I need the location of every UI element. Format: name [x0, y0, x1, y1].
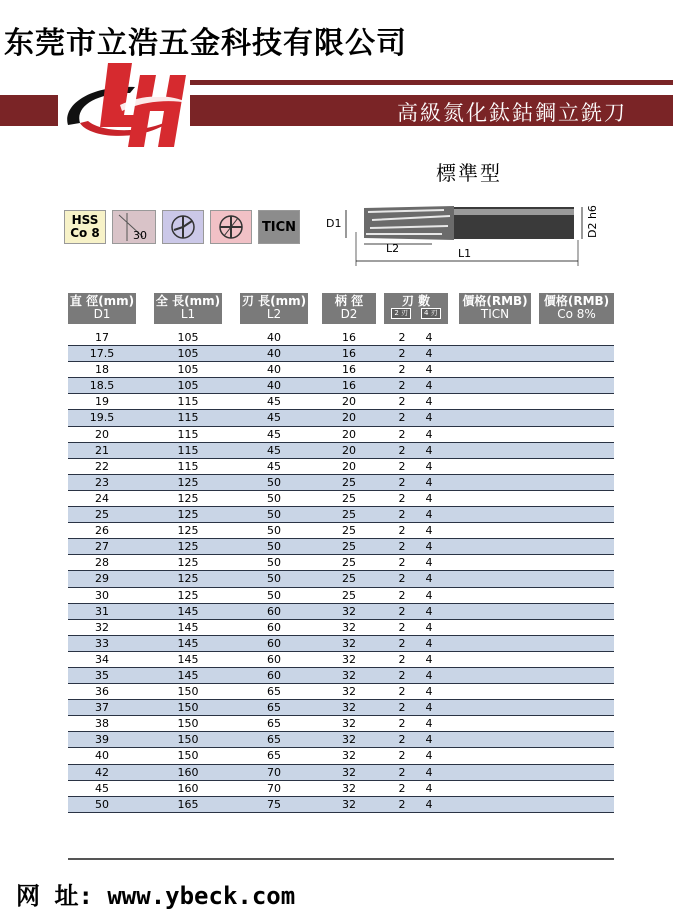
table-row	[68, 330, 614, 346]
table-cell: 4	[425, 685, 433, 699]
table-cell: 2	[398, 347, 406, 361]
table-row	[68, 507, 614, 523]
table-cell: 4	[425, 733, 433, 747]
table-cell: 115	[177, 443, 199, 457]
table-cell: 4	[425, 604, 433, 618]
table-cell: 42	[95, 765, 109, 779]
table-cell: 4	[425, 331, 433, 344]
table-cell: 4	[425, 475, 433, 489]
table-cell: 39	[95, 733, 109, 747]
top-band-left	[0, 95, 58, 126]
table-cell: 25	[342, 588, 356, 602]
end-mill-drawing	[324, 192, 614, 272]
table-cell: 50	[267, 588, 281, 602]
table-cell: 50	[267, 556, 281, 570]
table-cell: 33	[95, 636, 109, 650]
table-cell: 2	[398, 395, 406, 409]
table-cell: 25	[95, 508, 109, 522]
table-cell: 4	[425, 395, 433, 409]
table-cell: 25	[342, 572, 356, 586]
table-cell: 2	[398, 620, 406, 634]
table-cell: 25	[342, 475, 356, 489]
table-cell: 2	[398, 604, 406, 618]
header-cut-length: 刃 長(mm) L2	[240, 293, 308, 324]
table-cell: 50	[267, 540, 281, 554]
table-cell: 60	[267, 604, 281, 618]
table-cell: 125	[177, 556, 199, 570]
table-cell: 45	[95, 781, 109, 795]
table-cell: 32	[342, 781, 356, 795]
table-cell: 75	[267, 797, 281, 811]
table-cell: 105	[177, 363, 199, 377]
table-cell: 20	[342, 395, 356, 409]
table-cell: 2	[398, 363, 406, 377]
table-cell: 45	[267, 459, 281, 473]
table-cell: 4	[425, 491, 433, 505]
table-cell: 27	[95, 540, 109, 554]
table-cell: 50	[267, 524, 281, 538]
table-cell: 32	[342, 668, 356, 682]
material-co: Co 8	[70, 226, 100, 240]
page-subtitle: 標準型	[436, 161, 502, 185]
table-cell: 21	[95, 443, 109, 457]
table-cell: 4	[425, 797, 433, 811]
material-hss: HSS	[71, 213, 99, 227]
table-cell: 20	[342, 427, 356, 441]
table-row	[68, 748, 614, 764]
table-cell: 32	[342, 652, 356, 666]
table-row	[68, 394, 614, 410]
spec-badges	[64, 210, 300, 244]
table-cell: 4	[425, 540, 433, 554]
table-cell: 50	[267, 572, 281, 586]
table-cell: 2	[398, 765, 406, 779]
table-cell: 65	[267, 733, 281, 747]
table-cell: 32	[342, 765, 356, 779]
table-cell: 40	[95, 749, 109, 763]
table-cell: 125	[177, 491, 199, 505]
table-row	[68, 410, 614, 426]
table-cell: 4	[425, 427, 433, 441]
table-cell: 2	[398, 556, 406, 570]
table-cell: 50	[267, 508, 281, 522]
table-cell: 18.5	[89, 379, 115, 393]
table-cell: 20	[95, 427, 109, 441]
table-cell: 22	[95, 459, 109, 473]
table-cell: 60	[267, 668, 281, 682]
table-row	[68, 443, 614, 459]
table-cell: 16	[342, 363, 356, 377]
table-cell: 105	[177, 347, 199, 361]
table-cell: 19	[95, 395, 109, 409]
table-cell: 50	[95, 797, 109, 811]
table-cell: 17.5	[89, 347, 115, 361]
table-cell: 160	[177, 781, 199, 795]
header-diameter: 直 徑(mm) D1	[68, 293, 136, 324]
table-cell: 32	[342, 701, 356, 715]
table-cell: 4	[425, 508, 433, 522]
table-row	[68, 588, 614, 604]
table-row	[68, 362, 614, 378]
table-row	[68, 668, 614, 684]
table-cell: 32	[342, 604, 356, 618]
table-cell: 145	[177, 604, 199, 618]
table-row	[68, 427, 614, 443]
dim-d2: D2 h6	[586, 205, 599, 238]
table-cell: 2	[398, 331, 406, 344]
table-cell: 2	[398, 781, 406, 795]
table-cell: 20	[342, 459, 356, 473]
table-row	[68, 797, 614, 813]
table-cell: 17	[95, 331, 109, 344]
table-cell: 2	[398, 508, 406, 522]
table-row	[68, 684, 614, 700]
table-cell: 30	[95, 588, 109, 602]
table-cell: 150	[177, 685, 199, 699]
dim-l2: L2	[386, 242, 400, 255]
table-cell: 4	[425, 588, 433, 602]
table-row	[68, 604, 614, 620]
website-url: 网 址: www.ybeck.com	[16, 882, 296, 910]
table-cell: 32	[342, 733, 356, 747]
table-cell: 24	[95, 491, 109, 505]
table-row	[68, 491, 614, 507]
table-cell: 2	[398, 797, 406, 811]
table-cell: 2	[398, 749, 406, 763]
table-cell: 36	[95, 685, 109, 699]
table-cell: 40	[267, 379, 281, 393]
table-row	[68, 346, 614, 362]
table-cell: 65	[267, 717, 281, 731]
table-cell: 115	[177, 459, 199, 473]
table-cell: 145	[177, 668, 199, 682]
table-cell: 60	[267, 620, 281, 634]
table-row	[68, 716, 614, 732]
table-cell: 4	[425, 749, 433, 763]
four-flute-icon	[210, 210, 252, 244]
header-shank: 柄 徑 D2	[322, 293, 376, 324]
table-cell: 45	[267, 427, 281, 441]
table-cell: 165	[177, 797, 199, 811]
table-cell: 2	[398, 427, 406, 441]
table-cell: 32	[342, 749, 356, 763]
table-cell: 37	[95, 701, 109, 715]
table-cell: 4	[425, 781, 433, 795]
table-cell: 45	[267, 443, 281, 457]
footer-divider	[68, 858, 614, 860]
table-row	[68, 459, 614, 475]
table-cell: 2	[398, 491, 406, 505]
table-cell: 23	[95, 475, 109, 489]
table-cell: 28	[95, 556, 109, 570]
table-cell: 45	[267, 395, 281, 409]
table-cell: 4	[425, 652, 433, 666]
table-cell: 150	[177, 749, 199, 763]
table-cell: 150	[177, 733, 199, 747]
table-cell: 4	[425, 459, 433, 473]
table-cell: 16	[342, 347, 356, 361]
table-cell: 2	[398, 475, 406, 489]
table-cell: 2	[398, 588, 406, 602]
table-cell: 35	[95, 668, 109, 682]
table-cell: 25	[342, 491, 356, 505]
table-row	[68, 523, 614, 539]
table-row	[68, 620, 614, 636]
dim-d1: D1	[326, 217, 342, 230]
table-cell: 4	[425, 347, 433, 361]
table-cell: 2	[398, 733, 406, 747]
table-row	[68, 555, 614, 571]
coating-badge: TICN	[258, 210, 300, 244]
table-cell: 4	[425, 524, 433, 538]
table-row	[68, 475, 614, 491]
table-cell: 40	[267, 347, 281, 361]
table-cell: 125	[177, 524, 199, 538]
product-title: 高級氮化鈦鈷鋼立銑刀	[397, 101, 627, 125]
table-cell: 2	[398, 572, 406, 586]
table-cell: 25	[342, 508, 356, 522]
table-cell: 4	[425, 411, 433, 425]
table-cell: 125	[177, 508, 199, 522]
table-cell: 50	[267, 475, 281, 489]
table-cell: 150	[177, 701, 199, 715]
table-cell: 4	[425, 443, 433, 457]
header-flutes: 刃 數 2 刃 4 刃	[384, 293, 448, 324]
table-row	[68, 652, 614, 668]
table-cell: 18	[95, 363, 109, 377]
table-cell: 2	[398, 701, 406, 715]
table-row	[68, 700, 614, 716]
table-cell: 2	[398, 668, 406, 682]
table-row	[68, 539, 614, 555]
table-cell: 70	[267, 765, 281, 779]
table-cell: 34	[95, 652, 109, 666]
table-cell: 20	[342, 411, 356, 425]
header-price-ticn: 價格(RMB) TICN	[459, 293, 531, 324]
table-cell: 105	[177, 379, 199, 393]
table-cell: 32	[342, 685, 356, 699]
table-cell: 4	[425, 701, 433, 715]
company-name: 东莞市立浩五金科技有限公司	[4, 26, 407, 61]
table-cell: 40	[267, 363, 281, 377]
table-cell: 2	[398, 540, 406, 554]
table-cell: 20	[342, 443, 356, 457]
table-cell: 65	[267, 701, 281, 715]
table-cell: 25	[342, 540, 356, 554]
table-cell: 145	[177, 652, 199, 666]
spec-table	[68, 330, 614, 813]
table-cell: 38	[95, 717, 109, 731]
header-length: 全 長(mm) L1	[154, 293, 222, 324]
table-cell: 16	[342, 331, 356, 344]
table-cell: 2	[398, 636, 406, 650]
table-row	[68, 378, 614, 394]
table-cell: 16	[342, 379, 356, 393]
table-cell: 4	[425, 379, 433, 393]
table-cell: 4	[425, 668, 433, 682]
table-cell: 25	[342, 524, 356, 538]
helix-angle-badge	[112, 210, 156, 244]
table-cell: 2	[398, 717, 406, 731]
table-cell: 32	[342, 620, 356, 634]
table-row	[68, 765, 614, 781]
helix-angle-value: 30	[133, 229, 147, 242]
table-cell: 2	[398, 524, 406, 538]
table-cell: 32	[95, 620, 109, 634]
table-cell: 4	[425, 636, 433, 650]
table-cell: 4	[425, 717, 433, 731]
table-cell: 60	[267, 652, 281, 666]
table-cell: 150	[177, 717, 199, 731]
table-cell: 65	[267, 685, 281, 699]
top-band-thin	[190, 80, 673, 85]
header-price-co: 價格(RMB) Co 8%	[539, 293, 614, 324]
material-badge	[64, 210, 106, 244]
table-cell: 115	[177, 395, 199, 409]
table-cell: 4	[425, 556, 433, 570]
table-cell: 32	[342, 636, 356, 650]
dim-l1: L1	[458, 247, 472, 260]
lh-swoosh-logo	[60, 55, 195, 155]
table-cell: 26	[95, 524, 109, 538]
table-cell: 25	[342, 556, 356, 570]
table-cell: 31	[95, 604, 109, 618]
table-cell: 4	[425, 765, 433, 779]
table-cell: 65	[267, 749, 281, 763]
table-cell: 60	[267, 636, 281, 650]
table-cell: 70	[267, 781, 281, 795]
table-cell: 19.5	[89, 411, 115, 425]
table-cell: 145	[177, 620, 199, 634]
table-cell: 2	[398, 685, 406, 699]
table-cell: 2	[398, 411, 406, 425]
table-cell: 125	[177, 588, 199, 602]
table-cell: 115	[177, 411, 199, 425]
two-flute-icon	[162, 210, 204, 244]
table-row	[68, 636, 614, 652]
table-cell: 2	[398, 443, 406, 457]
table-cell: 125	[177, 475, 199, 489]
table-cell: 2	[398, 459, 406, 473]
table-cell: 160	[177, 765, 199, 779]
table-cell: 115	[177, 427, 199, 441]
table-cell: 40	[267, 331, 281, 344]
table-row	[68, 571, 614, 587]
table-cell: 4	[425, 363, 433, 377]
table-cell: 105	[177, 331, 199, 344]
table-cell: 4	[425, 620, 433, 634]
table-cell: 29	[95, 572, 109, 586]
table-cell: 50	[267, 491, 281, 505]
table-cell: 2	[398, 379, 406, 393]
table-row	[68, 732, 614, 748]
table-cell: 145	[177, 636, 199, 650]
table-cell: 125	[177, 572, 199, 586]
table-row	[68, 781, 614, 797]
table-cell: 32	[342, 717, 356, 731]
table-cell: 2	[398, 652, 406, 666]
table-cell: 4	[425, 572, 433, 586]
table-cell: 32	[342, 797, 356, 811]
table-cell: 125	[177, 540, 199, 554]
table-cell: 45	[267, 411, 281, 425]
